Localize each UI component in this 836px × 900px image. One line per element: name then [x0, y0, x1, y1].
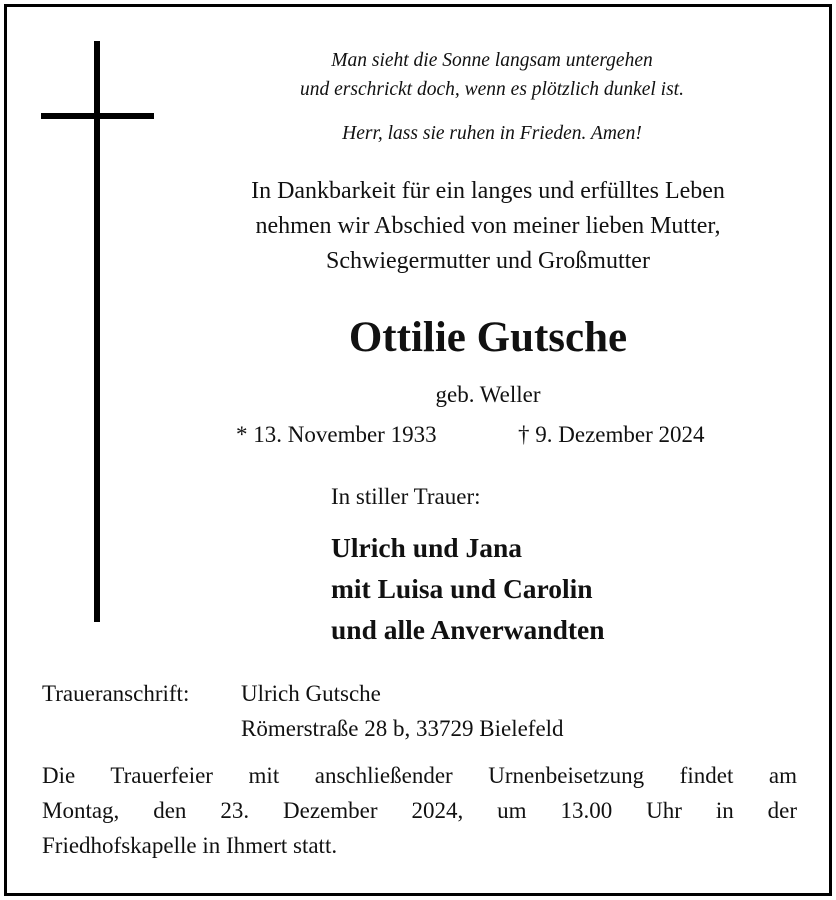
birth-date: * 13. November 1933 [236, 422, 437, 447]
intro-line: Schwiegermutter und Großmutter [326, 248, 650, 274]
death-date: † 9. Dezember 2024 [518, 422, 705, 447]
mourner-line: mit Luisa und Carolin [331, 573, 593, 604]
service-line: Montag, den 23. Dezember 2024, um 13.00 Uhr in der [42, 798, 797, 823]
prayer: Herr, lass sie ruhen in Frieden. Amen! [342, 123, 642, 144]
mourner-line: Ulrich und Jana [331, 532, 523, 563]
intro-line: nehmen wir Abschied von meiner lieben Mutter, [255, 213, 721, 239]
cross-icon-bar [41, 113, 154, 119]
mourners-list [331, 527, 605, 650]
mourner-line: und alle Anverwandten [331, 614, 605, 645]
service-line: Die Trauerfeier mit anschließender Urnenbeisetzung findet am [42, 763, 797, 788]
verse-line: und erschrickt doch, wenn es plötzlich dunkel ist. [300, 79, 684, 100]
intro-line: In Dankbarkeit für ein langes und erfülltes Leben [251, 178, 725, 204]
verse [230, 46, 754, 104]
service-line: Friedhofskapelle in Ihmert statt. [42, 833, 338, 858]
service-info [42, 758, 797, 863]
deceased-name: Ottilie Gutsche [348, 314, 628, 361]
address [241, 676, 564, 746]
verse-line: Man sieht die Sonne langsam untergehen [331, 50, 653, 71]
mourning-label: In stiller Trauer: [331, 484, 481, 509]
maiden-name: geb. Weller [435, 382, 541, 407]
address-label: Traueranschrift: [42, 681, 190, 706]
cross-icon [94, 41, 100, 622]
address-line: Ulrich Gutsche [241, 681, 381, 706]
intro-text [178, 174, 798, 279]
address-line: Römerstraße 28 b, 33729 Bielefeld [241, 716, 564, 741]
